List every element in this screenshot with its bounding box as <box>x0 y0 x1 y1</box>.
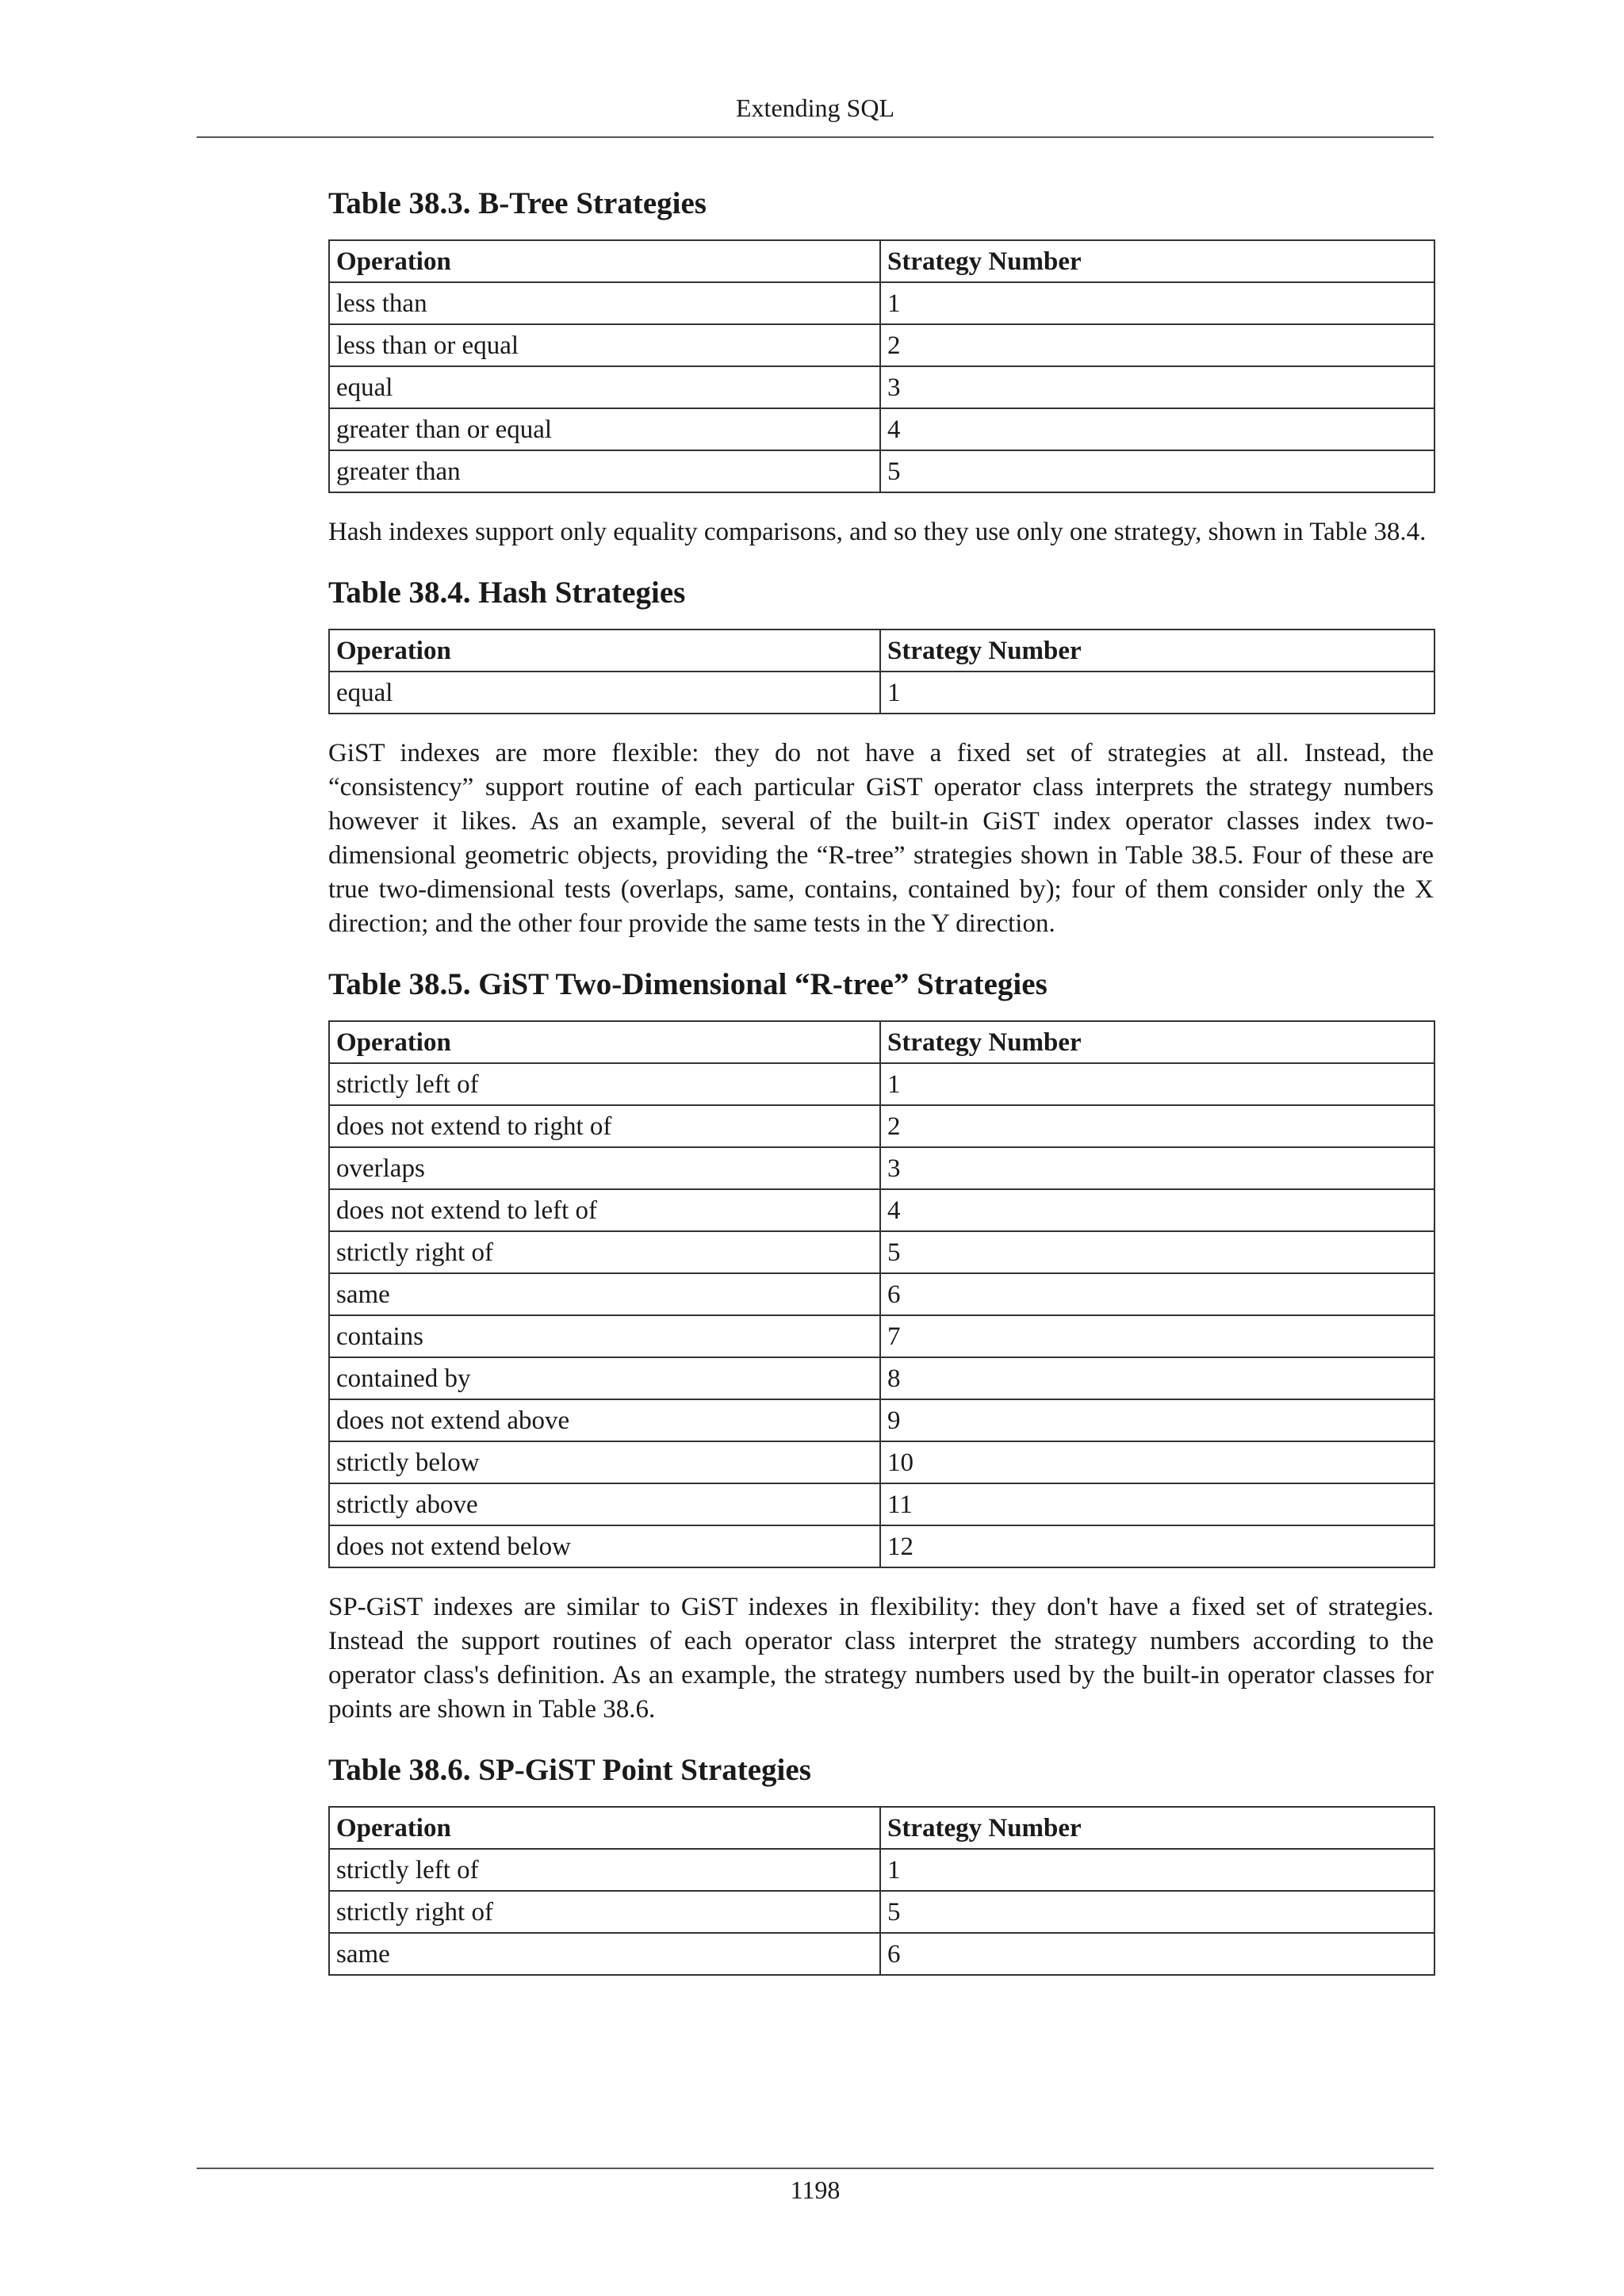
gist-rtree-strategies-table <box>328 1020 1435 1568</box>
table-row <box>329 1849 1434 1891</box>
table-row <box>329 672 1434 714</box>
strategy-number-cell: 4 <box>880 408 1434 450</box>
column-header-operation: Operation <box>329 1807 880 1849</box>
table-row <box>329 1063 1434 1105</box>
paragraph: SP-GiST indexes are similar to GiST indexes in flexibility: they don't have a fixed set of strategies. Instead the support routines of each operator class interpret the strategy numbers according to the operator class's definition. As an example, the strategy numbers used by the built-in operator classes for points are shown in Table 38.6. <box>328 1593 1434 1724</box>
table-row <box>329 1105 1434 1147</box>
gist-rtree-strategies-section <box>328 965 1434 1568</box>
strategy-number-cell: 1 <box>880 1849 1434 1891</box>
column-header-strategy-number: Strategy Number <box>880 1021 1434 1063</box>
table-row <box>329 1891 1434 1933</box>
table-row <box>329 1189 1434 1231</box>
operation-cell: equal <box>329 366 880 408</box>
header-rule <box>197 136 1434 138</box>
hash-strategies-table <box>328 629 1435 714</box>
strategy-number-cell: 11 <box>880 1483 1434 1525</box>
table-row <box>329 450 1434 492</box>
spgist-point-strategies-section <box>328 1751 1434 1976</box>
table-row <box>329 1273 1434 1315</box>
strategy-number-cell: 4 <box>880 1189 1434 1231</box>
strategy-number-cell: 7 <box>880 1315 1434 1357</box>
strategy-number-cell: 12 <box>880 1525 1434 1567</box>
btree-strategies-table <box>328 239 1435 493</box>
operation-cell: strictly left of <box>329 1063 880 1105</box>
table-row <box>329 324 1434 366</box>
operation-cell: contains <box>329 1315 880 1357</box>
strategy-number-cell: 3 <box>880 1147 1434 1189</box>
strategy-number-cell: 5 <box>880 1231 1434 1273</box>
table-caption: Table 38.5. GiST Two-Dimensional “R-tree” Strategies <box>328 967 1048 1001</box>
column-header-strategy-number: Strategy Number <box>880 240 1434 282</box>
footer-rule <box>197 2168 1434 2169</box>
table-row <box>329 1315 1434 1357</box>
table-row <box>329 1441 1434 1483</box>
table-caption: Table 38.3. B-Tree Strategies <box>328 186 707 220</box>
table-row <box>329 1231 1434 1273</box>
strategy-number-cell: 6 <box>880 1933 1434 1975</box>
strategy-number-cell: 1 <box>880 1063 1434 1105</box>
table-header-row <box>329 240 1434 282</box>
paragraph: GiST indexes are more flexible: they do not have a fixed set of strategies at all. Instead, the “consistency” support routine of each particular GiST operator class interprets the strategy numbers however it likes. As an example, several of the built-in GiST index operator classes index two-dimensional geometric objects, providing the “R-tree” strategies shown in Table 38.5. Four of these are true two-dimensional tests (overlaps, same, contains, contained by); four of them consider only the X direction; and the other four provide the same tests in the Y direction. <box>328 739 1434 938</box>
operation-cell: strictly right of <box>329 1231 880 1273</box>
operation-cell: does not extend to left of <box>329 1189 880 1231</box>
table-caption: Table 38.4. Hash Strategies <box>328 576 686 610</box>
table-row <box>329 282 1434 324</box>
strategy-number-cell: 1 <box>880 672 1434 714</box>
table-row <box>329 1933 1434 1975</box>
column-header-operation: Operation <box>329 1021 880 1063</box>
hash-strategies-section <box>328 573 1434 714</box>
strategy-number-cell: 5 <box>880 450 1434 492</box>
operation-cell: strictly below <box>329 1441 880 1483</box>
operation-cell: strictly left of <box>329 1849 880 1891</box>
operation-cell: does not extend below <box>329 1525 880 1567</box>
operation-cell: greater than <box>329 450 880 492</box>
operation-cell: does not extend above <box>329 1399 880 1441</box>
table-row <box>329 366 1434 408</box>
operation-cell: greater than or equal <box>329 408 880 450</box>
running-header: Extending SQL <box>736 94 894 122</box>
table-row <box>329 1147 1434 1189</box>
table-row <box>329 408 1434 450</box>
strategy-number-cell: 10 <box>880 1441 1434 1483</box>
strategy-number-cell: 5 <box>880 1891 1434 1933</box>
table-row <box>329 1483 1434 1525</box>
strategy-number-cell: 1 <box>880 282 1434 324</box>
paragraph: Hash indexes support only equality comparisons, and so they use only one strategy, shown in Table 38.4. <box>328 518 1427 546</box>
column-header-operation: Operation <box>329 240 880 282</box>
strategy-number-cell: 3 <box>880 366 1434 408</box>
operation-cell: contained by <box>329 1357 880 1399</box>
operation-cell: strictly right of <box>329 1891 880 1933</box>
table-header-row <box>329 629 1434 672</box>
table-row <box>329 1399 1434 1441</box>
table-header-row <box>329 1021 1434 1063</box>
spgist-point-strategies-table <box>328 1806 1435 1976</box>
operation-cell: less than <box>329 282 880 324</box>
strategy-number-cell: 6 <box>880 1273 1434 1315</box>
strategy-number-cell: 9 <box>880 1399 1434 1441</box>
table-row <box>329 1525 1434 1567</box>
strategy-number-cell: 8 <box>880 1357 1434 1399</box>
page-content <box>328 184 1434 1976</box>
operation-cell: overlaps <box>329 1147 880 1189</box>
btree-strategies-section <box>328 184 1434 493</box>
column-header-operation: Operation <box>329 629 880 672</box>
operation-cell: strictly above <box>329 1483 880 1525</box>
column-header-strategy-number: Strategy Number <box>880 1807 1434 1849</box>
operation-cell: same <box>329 1933 880 1975</box>
operation-cell: same <box>329 1273 880 1315</box>
operation-cell: equal <box>329 672 880 714</box>
table-caption: Table 38.6. SP-GiST Point Strategies <box>328 1753 811 1787</box>
table-header-row <box>329 1807 1434 1849</box>
operation-cell: does not extend to right of <box>329 1105 880 1147</box>
strategy-number-cell: 2 <box>880 1105 1434 1147</box>
column-header-strategy-number: Strategy Number <box>880 629 1434 672</box>
strategy-number-cell: 2 <box>880 324 1434 366</box>
table-row <box>329 1357 1434 1399</box>
operation-cell: less than or equal <box>329 324 880 366</box>
page-number: 1198 <box>790 2175 841 2204</box>
